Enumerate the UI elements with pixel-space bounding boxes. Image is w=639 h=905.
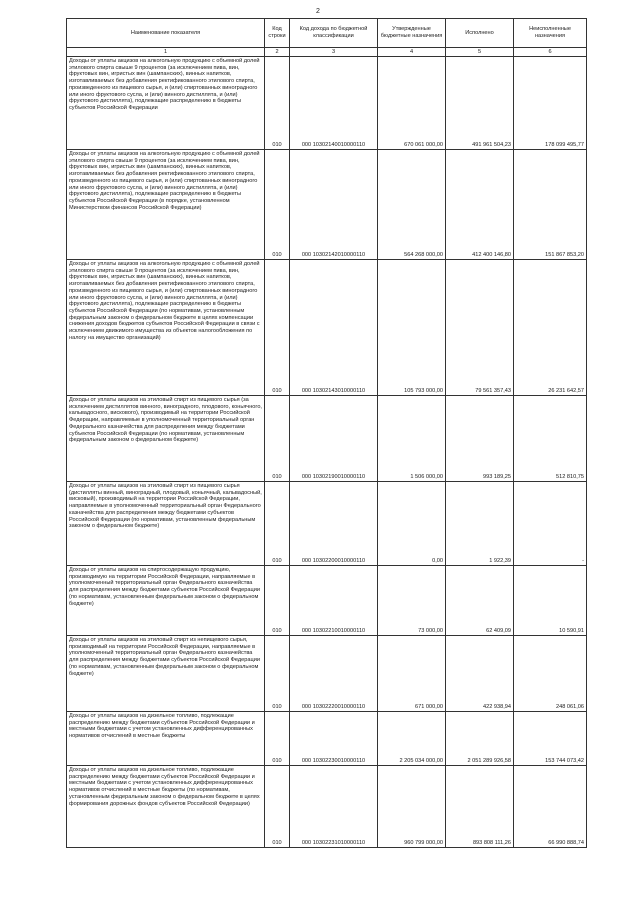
- revenue-table: [66, 18, 587, 848]
- executed-amount: 79 561 357,43: [446, 260, 514, 396]
- table-row: [67, 712, 587, 766]
- table-row: [67, 396, 587, 482]
- approved-amount: 671 000,00: [378, 636, 446, 712]
- page-number: 2: [316, 8, 320, 15]
- indicator-name: Доходы от уплаты акцизов на дизельное топливо, подлежащие распределению между бюджетами субъектов Российской Федерации и местными бюджетами с учетом установленных дифференцированных нормативов отчислений в местные бюджеты: [67, 712, 265, 766]
- table-header-row: [67, 19, 587, 48]
- line-code: 010: [265, 150, 290, 260]
- column-number: 3: [290, 48, 378, 57]
- budget-code: 000 10302190010000110: [290, 396, 378, 482]
- table-row: [67, 482, 587, 566]
- budget-code: 000 10302143010000110: [290, 260, 378, 396]
- budget-code: 000 10302140010000110: [290, 57, 378, 150]
- indicator-name: Доходы от уплаты акцизов на спиртосодержащую продукцию, производимую на территории Российской Федерации, направляемые в уполномоченный территориальный орган Федерального казначейства для распределения между бюджетами субъектов Российской Федерации (по нормативам, установленным федеральным законом о федеральном бюджете): [67, 566, 265, 636]
- column-number: 4: [378, 48, 446, 57]
- table-row: [67, 57, 587, 150]
- indicator-name: Доходы от уплаты акцизов на алкогольную продукцию с объемной долей этилового спирта свыше 9 процентов (за исключением пива, вин, фруктовых вин, игристых вин (шампанских), винных напитков, изготавливаемых без добавления ректификованного этилового спирта, произведенного из пищевого сырья, и (или) спиртованных виноградного или иного фруктового сусла, и (или) винного дистиллята, и (или) фруктового дистиллята), подлежащие распределению в бюджеты субъектов Российской Федерации: [67, 57, 265, 150]
- line-code: 010: [265, 57, 290, 150]
- approved-amount: 960 799 000,00: [378, 766, 446, 848]
- table-row: [67, 766, 587, 848]
- indicator-name: Доходы от уплаты акцизов на алкогольную продукцию с объемной долей этилового спирта свыше 9 процентов (за исключением пива, вин, фруктовых вин, игристых вин (шампанских), винных напитков, изготавливаемых без добавления ректификованного этилового спирта, произведенного из пищевого сырья, и (или) спиртованных виноградного или иного фруктового сусла, и (или) винного дистиллята, и (или) фруктового дистиллята), подлежащие распределению в бюджеты субъектов Российской Федерации (по нормативам, установленным федеральным законом о федеральном бюджете в целях компенсации снижения доходов бюджетов субъектов Российской Федерации в связи с исключением движимого имущества из объектов налогообложения по налогу на имущество организаций): [67, 260, 265, 396]
- indicator-name: Доходы от уплаты акцизов на дизельное топливо, подлежащие распределению между бюджетами субъектов Российской Федерации и местными бюджетами с учетом установленных дифференцированных нормативов отчислений в местные бюджеты (по нормативам, установленным федеральным законом о федеральном бюджете в целях формирования дорожных фондов субъектов Российской Федерации): [67, 766, 265, 848]
- line-code: 010: [265, 566, 290, 636]
- budget-code: 000 10302210010000110: [290, 566, 378, 636]
- executed-amount: 2 051 289 926,58: [446, 712, 514, 766]
- indicator-name: Доходы от уплаты акцизов на этиловый спирт из пищевого сырья (за исключением дистиллятов винного, виноградного, плодового, коньячного, кальвадосного, вискового), производимый на территории Российской Федерации, направляемые в уполномоченный территориальный орган Федерального казначейства для распределения между бюджетами субъектов Российской Федерации (по нормативам, установленным федеральным законом о федеральном бюджете): [67, 396, 265, 482]
- line-code: 010: [265, 766, 290, 848]
- approved-amount: 73 000,00: [378, 566, 446, 636]
- column-number: 6: [514, 48, 587, 57]
- unexecuted-amount: 26 231 642,57: [514, 260, 587, 396]
- unexecuted-amount: 248 061,06: [514, 636, 587, 712]
- column-number: 2: [265, 48, 290, 57]
- line-code: 010: [265, 712, 290, 766]
- line-code: 010: [265, 636, 290, 712]
- header-budget-code: Код дохода по бюджетной классификации: [290, 19, 378, 48]
- header-approved: Утвержденные бюджетные назначения: [378, 19, 446, 48]
- indicator-name: Доходы от уплаты акцизов на этиловый спирт из пищевого сырья (дистилляты винный, виноградный, плодовый, коньячный, кальвадосный, висковый), производимый на территории Российской Федерации, направляемые в уполномоченный территориальный орган Федерального казначейства для распределения между бюджетами субъектов Российской Федерации (по нормативам, установленным федеральным законом о федеральном бюджете): [67, 482, 265, 566]
- budget-code: 000 10302142010000110: [290, 150, 378, 260]
- executed-amount: 491 961 504,23: [446, 57, 514, 150]
- table-row: [67, 150, 587, 260]
- unexecuted-amount: 10 590,91: [514, 566, 587, 636]
- budget-code: 000 10302231010000110: [290, 766, 378, 848]
- budget-code: 000 10302230010000110: [290, 712, 378, 766]
- budget-code: 000 10302200010000110: [290, 482, 378, 566]
- executed-amount: 993 189,25: [446, 396, 514, 482]
- executed-amount: 893 808 111,26: [446, 766, 514, 848]
- executed-amount: 412 400 146,80: [446, 150, 514, 260]
- unexecuted-amount: 66 990 888,74: [514, 766, 587, 848]
- budget-code: 000 10302220010000110: [290, 636, 378, 712]
- header-line-code: Код строки: [265, 19, 290, 48]
- indicator-name: Доходы от уплаты акцизов на алкогольную продукцию с объемной долей этилового спирта свыше 9 процентов (за исключением пива, вин, фруктовых вин, игристых вин (шампанских), винных напитков, изготавливаемых без добавления ректификованного этилового спирта, произведенного из пищевого сырья, и (или) спиртованных виноградного или иного фруктового сусла, и (или) винного дистиллята, и (или) фруктового дистиллята), подлежащие распределению в бюджеты субъектов Российской Федерации (в порядке, установленном Министерством финансов Российской Федерации): [67, 150, 265, 260]
- header-executed: Исполнено: [446, 19, 514, 48]
- approved-amount: 0,00: [378, 482, 446, 566]
- line-code: 010: [265, 260, 290, 396]
- unexecuted-amount: 512 810,75: [514, 396, 587, 482]
- header-indicator-name: Наименование показателя: [67, 19, 265, 48]
- line-code: 010: [265, 482, 290, 566]
- approved-amount: 2 205 034 000,00: [378, 712, 446, 766]
- column-number: 5: [446, 48, 514, 57]
- unexecuted-amount: -: [514, 482, 587, 566]
- executed-amount: 422 938,94: [446, 636, 514, 712]
- column-number-row: [67, 48, 587, 57]
- executed-amount: 1 922,39: [446, 482, 514, 566]
- unexecuted-amount: 151 867 853,20: [514, 150, 587, 260]
- header-unexecuted: Неисполненные назначения: [514, 19, 587, 48]
- line-code: 010: [265, 396, 290, 482]
- unexecuted-amount: 153 744 073,42: [514, 712, 587, 766]
- indicator-name: Доходы от уплаты акцизов на этиловый спирт из непищевого сырья, производимый на территории Российской Федерации, направляемые в уполномоченный территориальный орган Федерального казначейства для распределения между бюджетами субъектов Российской Федерации (по нормативам, установленным федеральным законом о федеральном бюджете): [67, 636, 265, 712]
- column-number: 1: [67, 48, 265, 57]
- approved-amount: 670 061 000,00: [378, 57, 446, 150]
- unexecuted-amount: 178 099 495,77: [514, 57, 587, 150]
- table-row: [67, 260, 587, 396]
- table-row: [67, 636, 587, 712]
- table-row: [67, 566, 587, 636]
- executed-amount: 62 409,09: [446, 566, 514, 636]
- approved-amount: 564 268 000,00: [378, 150, 446, 260]
- approved-amount: 105 793 000,00: [378, 260, 446, 396]
- approved-amount: 1 506 000,00: [378, 396, 446, 482]
